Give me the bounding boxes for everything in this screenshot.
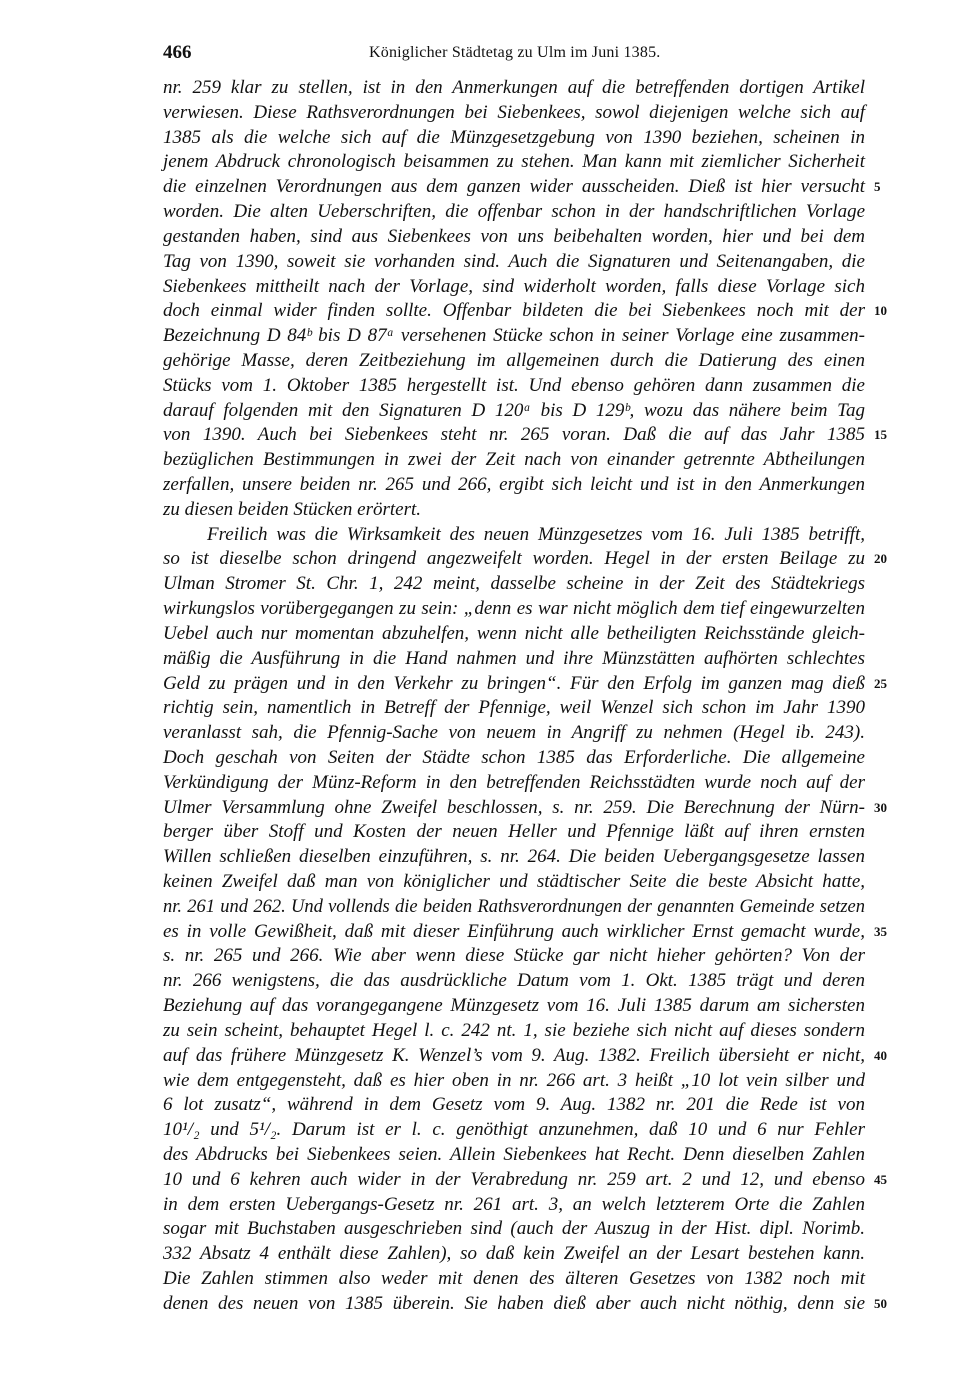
text-line: [163, 994, 865, 1019]
text-line-content: so ist dieselbe schon dringend angezweifelt worden. Hegel in der ersten Beilage zu: [163, 548, 865, 570]
text-line-content: es in volle Gewißheit, daß mit dieser Einführung auch wirklicher Ernst gemacht wurde,: [163, 920, 865, 942]
text-line-content: wirkungslos vorübergegangen zu sein: „denn es war nicht möglich dem tief eingewurzelten: [163, 598, 865, 620]
text-line-content: 332 Absatz 4 enthält diese Zahlen), so daß kein Zweifel an der Lesart bestehen kann.: [163, 1243, 865, 1265]
text-line-content: zu diesen beiden Stücken erörtert.: [163, 498, 422, 520]
text-line: [163, 969, 865, 994]
text-line: [163, 672, 887, 697]
text-line-content: auf das frühere Münzgesetz K. Wenzel’s vom 9. Aug. 1382. Freilich übersieht er nicht,: [163, 1044, 865, 1066]
text-line-content: des Abdrucks bei Siebenkees seien. Allein Siebenkees hat Recht. Denn dieselben Zahlen: [163, 1143, 865, 1165]
text-line: [163, 275, 865, 300]
line-number: 30: [874, 799, 887, 815]
text-line: [163, 1193, 865, 1218]
line-number: 5: [874, 179, 881, 195]
text-line: [163, 622, 865, 647]
line-number: 35: [874, 923, 887, 939]
text-line: [163, 647, 865, 672]
text-line: [163, 225, 865, 250]
text-line: [163, 796, 887, 821]
page-number: 466: [163, 42, 192, 63]
text-line: [163, 76, 865, 101]
text-line: [163, 771, 865, 796]
text-line-content: zerfallen, unsere beiden nr. 265 und 266, ergibt sich leicht und ist in den Anmerkungen: [163, 474, 865, 495]
text-line-content: Verkündigung der Münz-Reform in den betreffenden Reichsstädten wurde noch auf der: [163, 771, 865, 793]
text-line: [163, 299, 887, 324]
line-number: 10: [874, 303, 887, 319]
text-line-content: Ulman Stromer St. Chr. 1, 242 meint, dasselbe scheine in der Zeit des Städtekriegs: [163, 573, 865, 595]
text-line: [163, 250, 865, 275]
text-line: [163, 572, 865, 597]
text-line-content: nr. 259 klar zu stellen, ist in den Anmerkungen auf die betreffenden dortigen Artikel: [163, 77, 865, 98]
text-line: [163, 523, 865, 548]
text-line: [163, 820, 865, 845]
text-line: [163, 920, 887, 945]
text-line-content: worden. Die alten Ueberschriften, die offenbar schon in der handschriftlichen Vorlage: [163, 201, 865, 223]
text-line: [163, 1168, 887, 1193]
text-line-content: richtig sein, namentlich in Betreff der Pfennige, weil Wenzel sich schon im Jahr 1390: [163, 697, 865, 719]
text-line-content: doch einmal wider finden sollte. Offenbar bildeten die bei Siebenkees noch mit der: [163, 300, 865, 322]
text-line-content: 6 lot zusatz“, während in dem Gesetz vom 9. Aug. 1382 nr. 201 die Rede ist von: [163, 1094, 865, 1116]
text-line-content: keinen Zweifel daß man von königlicher und städtischer Seite die beste Absicht hatte,: [163, 871, 865, 892]
text-line: [163, 448, 865, 473]
text-line-content: Freilich was die Wirksamkeit des neuen Münzgesetzes vom 16. Juli 1385 betrifft,: [207, 523, 865, 545]
text-line-content: Willen schließen dieselben einzuführen, s. nr. 264. Die beiden Uebergangsgesetze lassen: [163, 846, 865, 868]
text-line: [163, 399, 865, 424]
text-line-content: berger über Stoff und Kosten der neuen Heller und Pfennige läßt auf ihren ernsten: [163, 821, 865, 843]
text-line-content: bezüglichen Bestimmungen in zwei der Zeit nach von einander getrennte Abtheilungen: [163, 449, 865, 471]
text-line-content: jenem Abdruck chronologisch beisammen zu stehen. Man kann mit ziemlicher Sicherheit: [163, 151, 865, 173]
text-line: [163, 895, 865, 920]
text-line-content: 10 und 6 kehren auch wider in der Verabredung nr. 259 art. 2 und 12, und ebenso: [163, 1168, 865, 1190]
text-line-content: Uebel auch nur momentan abzuhelfen, wenn nicht alle betheiligten Reichsstände gleich-: [163, 622, 865, 644]
text-line-content: Siebenkees mittheilt nach der Vorlage, sind widerholt worden, falls diese Vorlage sich: [163, 275, 865, 297]
text-line-content: s. nr. 265 und 266. Wie aber wenn diese Stücke gar nicht hieher gehörten? Von der: [163, 945, 865, 967]
text-line-content: von 1390. Auch bei Siebenkees steht nr. 265 voran. Daß die auf das Jahr 1385: [163, 424, 865, 446]
text-line-content: in dem ersten Uebergangs-Gesetz nr. 261 art. 3, an welch letzterem Orte die Zahlen: [163, 1193, 865, 1215]
text-line-content: mäßig die Ausführung in die Hand nahmen und ihre Münzstätten aufhörten schlechtes: [163, 647, 865, 669]
text-line-content: Doch geschah von Seiten der Städte schon 1385 das Erforderliche. Die allgemeine: [163, 746, 865, 768]
line-number: 45: [874, 1171, 887, 1187]
text-line-content: darauf folgenden mit den Signaturen D 120ᵃ bis D 129ᵇ, wozu das nähere beim Tag: [163, 399, 865, 421]
text-line-content: Geld zu prägen und in den Verkehr zu bringen“. Für den Erfolg im ganzen mag dieß: [163, 672, 865, 694]
text-line: [163, 1019, 865, 1044]
text-line: [163, 1044, 887, 1069]
text-line: [163, 870, 865, 895]
text-line: [163, 696, 865, 721]
text-line: [163, 1118, 865, 1143]
text-line: [163, 324, 865, 349]
text-line-content: gestanden haben, sind aus Siebenkees von uns beibehalten worden, hier und bei dem: [163, 225, 865, 247]
text-line-content: die einzelnen Verordnungen aus dem ganzen wider ausscheiden. Dieß ist hier versucht: [163, 176, 865, 198]
text-line: [163, 721, 865, 746]
text-line-content: Stücks vom 1. Oktober 1385 hergestellt ist. Und ebenso gehören dann zusammen die: [163, 374, 865, 396]
text-line-content: verwiesen. Diese Rathsverordnungen bei Siebenkees, sowol diejenigen welche sich auf: [163, 101, 865, 123]
text-line-content: denen des neuen von 1385 überein. Sie haben dieß aber auch nicht nöthig, denn sie: [163, 1292, 865, 1314]
text-line-content: nr. 266 wenigstens, die das ausdrückliche Datum vom 1. Okt. 1385 trägt und deren: [163, 970, 865, 992]
line-number: 50: [874, 1295, 887, 1311]
text-line: [163, 423, 887, 448]
line-number: 20: [874, 551, 887, 567]
text-line: [163, 1292, 887, 1317]
text-line: [163, 1143, 865, 1168]
text-line-content: nr. 261 und 262. Und vollends die beiden Rathsverordnungen der genannten Gemeinde setzen: [163, 896, 865, 917]
text-line: [163, 150, 865, 175]
text-line-content: Bezeichnung D 84ᵇ bis D 87ᵃ versehenen Stücke schon in seiner Vorlage eine zusammen-: [163, 325, 865, 347]
text-line: [163, 597, 865, 622]
text-line: [163, 1093, 865, 1118]
text-line: [163, 498, 865, 523]
text-line-content: Tag von 1390, soweit sie vorhanden sind. Auch die Signaturen und Seitenangaben, die: [163, 250, 865, 272]
text-line: [163, 1069, 865, 1094]
text-line: [163, 944, 865, 969]
body-text: [163, 76, 887, 1317]
text-line: [163, 175, 881, 200]
text-line: [163, 1267, 865, 1292]
text-line: [163, 1242, 865, 1267]
text-line: [163, 349, 865, 374]
text-line-content: sogar mit Buchstaben ausgeschrieben sind (auch der Auszug in der Hist. dipl. Norimb.: [163, 1218, 865, 1240]
line-number: 40: [874, 1047, 887, 1063]
text-line-content: Die Zahlen stimmen also weder mit denen des älteren Gesetzes von 1382 noch mit: [163, 1268, 865, 1289]
text-line: [163, 473, 865, 498]
text-line-content: zu sein scheint, behauptet Hegel l. c. 242 nt. 1, sie beziehe sich nicht auf dieses sondern: [163, 1019, 865, 1041]
running-head: Königlicher Städtetag zu Ulm im Juni 1385.: [369, 44, 661, 61]
text-line: [163, 1217, 865, 1242]
text-line: [163, 547, 887, 572]
text-line: [163, 374, 865, 399]
text-line: [163, 200, 865, 225]
text-line: [163, 126, 865, 151]
text-line-content: 10¹/₂ und 5¹/₂. Darum ist er l. c. genöthigt anzunehmen, daß 10 und 6 nur Fehler: [163, 1119, 865, 1141]
text-line-content: Beziehung auf das vorangegangene Münzgesetz vom 16. Juli 1385 darum am sichersten: [163, 995, 865, 1017]
line-number: 25: [874, 675, 887, 691]
text-line-content: wie dem entgegensteht, daß es hier oben in nr. 266 art. 3 heißt „10 lot vein silber und: [163, 1069, 865, 1091]
text-line-content: Ulmer Versammlung ohne Zweifel beschlossen, s. nr. 259. Die Berechnung der Nürn-: [163, 796, 865, 818]
line-number: 15: [874, 427, 887, 443]
text-line-content: veranlasst sah, die Pfennig-Sache von neuem in Angriff zu nehmen (Hegel ib. 243).: [163, 722, 865, 744]
text-line: [163, 101, 865, 126]
text-line: [163, 746, 865, 771]
text-line-content: gehörige Masse, deren Zeitbeziehung im allgemeinen durch die Datierung des einen: [163, 349, 865, 371]
text-line-content: 1385 als die welche sich auf die Münzgesetzgebung von 1390 beziehen, scheinen in: [163, 126, 865, 148]
text-line: [163, 845, 865, 870]
page-header: [163, 36, 863, 66]
